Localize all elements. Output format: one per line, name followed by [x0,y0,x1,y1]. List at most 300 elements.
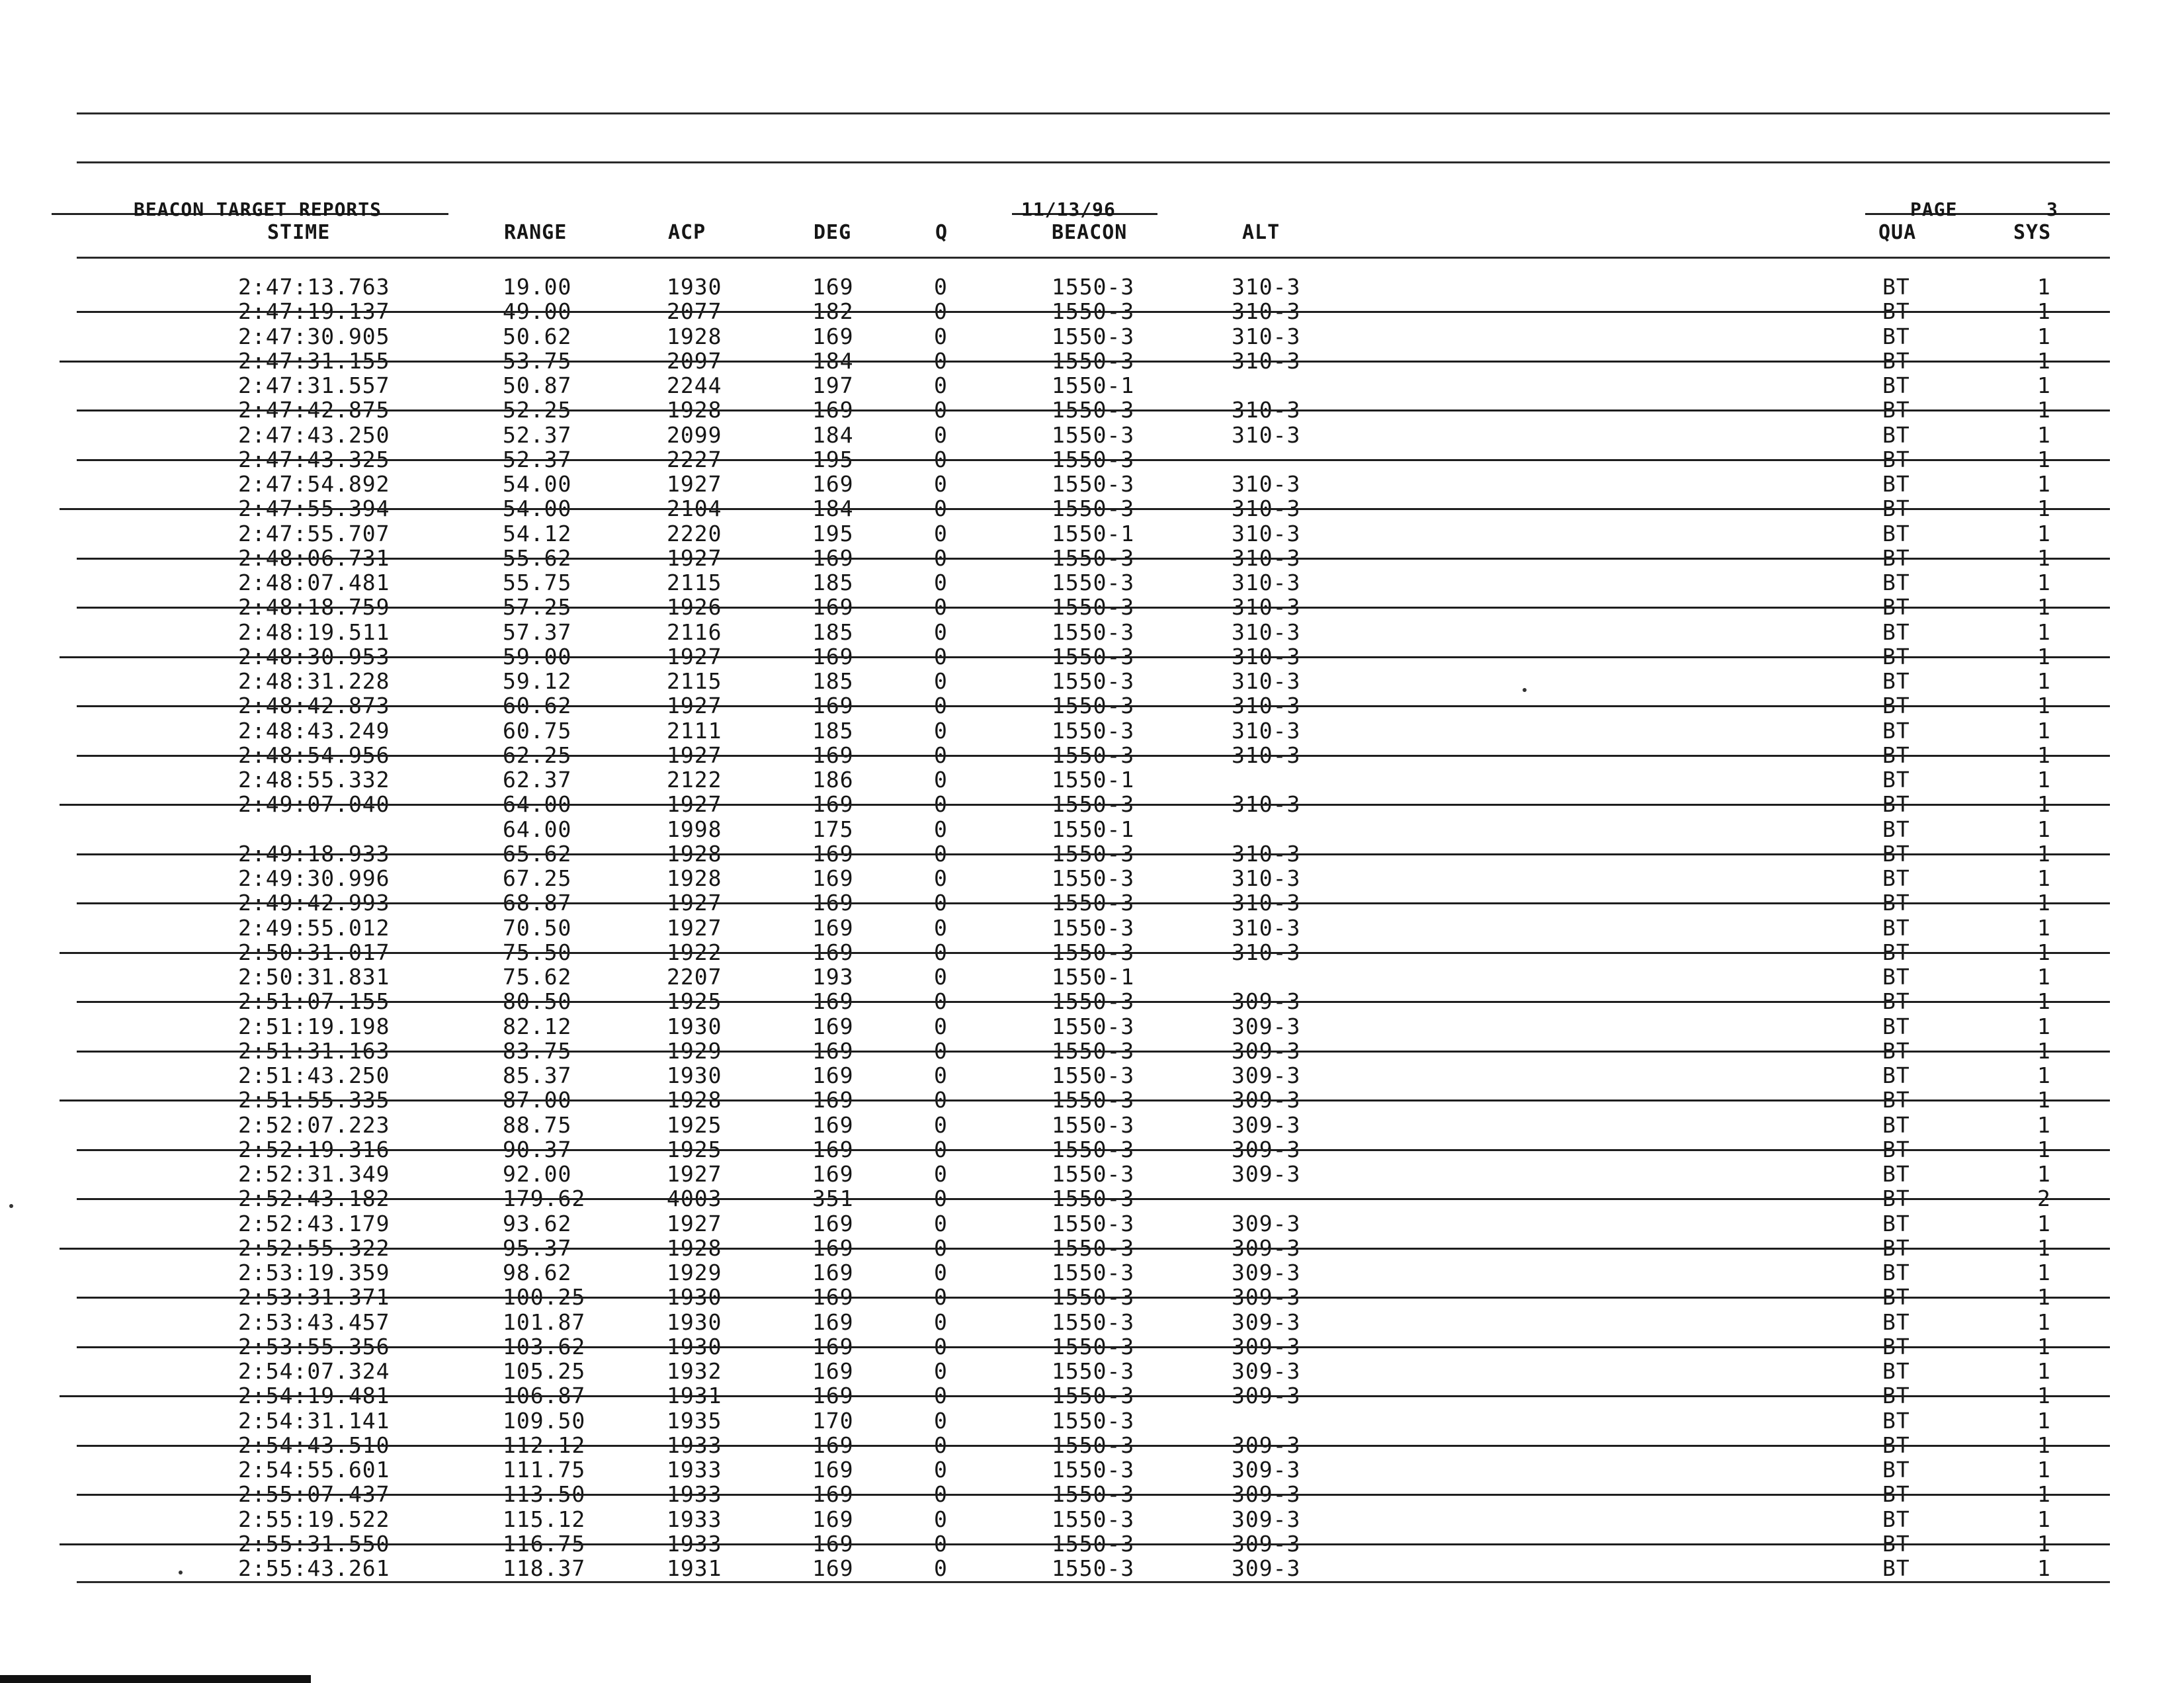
table-row [0,1332,2184,1357]
cell-acp: 1935 [667,1407,722,1434]
title-line-right [1865,213,2110,215]
cell-stime: 2:47:30.905 [238,323,390,349]
cell-beacon: 1550-3 [1052,347,1135,374]
cell-qua: BT [1882,1555,1910,1581]
cell-beacon: 1550-3 [1052,1358,1135,1384]
row-strike-line [60,508,2110,510]
table-row [0,1308,2184,1335]
table-row [0,691,2184,719]
cell-acp: 2244 [667,372,722,398]
cell-stime: 2:49:07.040 [238,791,390,818]
cell-deg: 169 [812,1037,854,1064]
cell-deg: 169 [812,1333,854,1359]
row-strike-line [77,607,2110,609]
cell-q: 0 [934,323,948,349]
cell-alt: 309-3 [1232,1136,1301,1162]
cell-sys: 1 [2037,1210,2051,1236]
cell-deg: 185 [812,668,854,694]
col-header-sys: SYS [2013,221,2052,244]
cell-stime: 2:51:07.155 [238,988,390,1015]
cell-alt: 310-3 [1232,939,1301,965]
cell-alt: 309-3 [1232,1062,1301,1088]
row-strike-line [60,952,2110,954]
cell-acp: 1927 [667,791,722,818]
cell-q: 0 [934,1333,948,1359]
cell-beacon: 1550-3 [1052,865,1135,891]
cell-deg: 169 [812,914,854,941]
cell-beacon: 1550-3 [1052,1210,1135,1236]
cell-qua: BT [1882,619,1910,645]
cell-q: 0 [934,397,948,423]
cell-deg: 170 [812,1407,854,1434]
cell-sys: 1 [2037,1111,2051,1138]
scan-edge-bar [0,1675,311,1683]
cell-qua: BT [1882,1358,1910,1384]
cell-sys: 1 [2037,421,2051,448]
cell-range: 115.12 [503,1506,586,1532]
cell-sys: 1 [2037,347,2051,374]
row-strike-line [77,459,2110,461]
table-row [0,1505,2184,1530]
cell-deg: 169 [812,840,854,867]
cell-stime: 2:48:42.873 [238,693,390,719]
cell-sys: 1 [2037,544,2051,571]
cell-qua: BT [1882,1186,1910,1212]
cell-range: 90.37 [503,1136,572,1162]
cell-stime: 2:49:18.933 [238,840,390,867]
table-row [0,765,2184,793]
col-header-alt: ALT [1242,221,1281,244]
cell-range: 65.62 [503,840,572,867]
table-row [0,963,2184,990]
table-row [0,938,2184,963]
cell-acp: 1933 [667,1481,722,1508]
table-row [0,914,2184,941]
cell-q: 0 [934,717,948,744]
cell-stime: 2:48:18.759 [238,594,390,621]
cell-qua: BT [1882,840,1910,867]
cell-acp: 1928 [667,397,722,423]
cell-range: 70.50 [503,914,572,941]
cell-q: 0 [934,1210,948,1236]
cell-stime: 2:54:43.510 [238,1432,390,1458]
cell-deg: 185 [812,570,854,595]
table-row [0,1012,2184,1037]
cell-alt: 310-3 [1232,570,1301,595]
cell-alt: 310-3 [1232,397,1301,423]
cell-range: 57.25 [503,594,572,621]
cell-sys: 1 [2037,594,2051,621]
cell-acp: 1933 [667,1432,722,1458]
table-row [0,1061,2184,1086]
cell-range: 59.12 [503,668,572,694]
cell-deg: 195 [812,446,854,472]
cell-range: 64.00 [503,816,572,842]
cell-acp: 1930 [667,1013,722,1039]
cell-beacon: 1550-3 [1052,1481,1135,1508]
cell-acp: 1927 [667,890,722,916]
cell-sys: 1 [2037,1407,2051,1434]
cell-alt: 310-3 [1232,274,1301,300]
row-strike-line [60,656,2110,658]
cell-sys: 1 [2037,1234,2051,1261]
cell-sys: 1 [2037,668,2051,694]
cell-sys: 1 [2037,520,2051,546]
cell-alt: 310-3 [1232,668,1301,694]
cell-acp: 2207 [667,964,722,990]
cell-beacon: 1550-3 [1052,693,1135,719]
cell-range: 87.00 [503,1087,572,1113]
cell-deg: 169 [812,1481,854,1508]
cell-alt: 309-3 [1232,1530,1301,1557]
cell-qua: BT [1882,643,1910,669]
cell-qua: BT [1882,1457,1910,1483]
cell-stime: 2:51:31.163 [238,1037,390,1064]
cell-range: 179.62 [503,1186,586,1212]
cell-beacon: 1550-3 [1052,496,1135,522]
table-row [0,1381,2184,1409]
cell-qua: BT [1882,1333,1910,1359]
cell-sys: 1 [2037,496,2051,522]
col-header-stime: STIME [267,221,331,244]
table-row [0,544,2184,571]
cell-range: 19.00 [503,274,572,300]
table-row [0,470,2184,497]
cell-sys: 1 [2037,1013,2051,1039]
cell-beacon: 1550-3 [1052,1555,1135,1581]
cell-alt: 310-3 [1232,643,1301,669]
cell-stime: 2:47:42.875 [238,397,390,423]
cell-stime: 2:47:55.394 [238,496,390,522]
cell-qua: BT [1882,1481,1910,1508]
cell-qua: BT [1882,397,1910,423]
cell-q: 0 [934,1037,948,1064]
cell-q: 0 [934,1260,948,1285]
cell-stime: 2:50:31.831 [238,964,390,990]
cell-alt: 310-3 [1232,471,1301,497]
cell-beacon: 1550-3 [1052,643,1135,669]
cell-stime: 2:47:31.155 [238,347,390,374]
cell-deg: 169 [812,544,854,571]
row-strike-line [77,1051,2110,1053]
cell-deg: 169 [812,643,854,669]
cell-beacon: 1550-3 [1052,298,1135,325]
cell-acp: 1933 [667,1506,722,1532]
cell-deg: 169 [812,1309,854,1335]
row-strike-line [77,755,2110,757]
cell-deg: 169 [812,1555,854,1581]
cell-range: 60.62 [503,693,572,719]
cell-deg: 169 [812,890,854,916]
cell-qua: BT [1882,1506,1910,1532]
cell-q: 0 [934,865,948,891]
table-row [0,1357,2184,1384]
cell-deg: 169 [812,1432,854,1458]
cell-range: 55.75 [503,570,572,595]
cell-beacon: 1550-3 [1052,1062,1135,1088]
cell-range: 106.87 [503,1383,586,1409]
cell-sys: 1 [2037,1506,2051,1532]
cell-alt: 309-3 [1232,1383,1301,1409]
cell-stime: 2:53:19.359 [238,1260,390,1285]
cell-acp: 2077 [667,298,722,325]
cell-q: 0 [934,1136,948,1162]
table-row [0,371,2184,396]
cell-acp: 1928 [667,840,722,867]
cell-deg: 169 [812,1136,854,1162]
cell-alt: 309-3 [1232,1555,1301,1581]
report-date: 11/13/96 [1021,198,1116,220]
cell-stime: 2:55:19.522 [238,1506,390,1532]
cell-alt: 309-3 [1232,1013,1301,1039]
cell-qua: BT [1882,594,1910,621]
cell-deg: 169 [812,988,854,1015]
cell-beacon: 1550-3 [1052,1457,1135,1483]
cell-acp: 1928 [667,323,722,349]
row-strike-line [77,410,2110,411]
cell-acp: 1930 [667,1284,722,1311]
cell-beacon: 1550-3 [1052,570,1135,595]
table-row [0,1455,2184,1483]
top-rule-1 [77,112,2110,114]
cell-range: 82.12 [503,1013,572,1039]
row-strike-line [60,361,2110,363]
cell-sys: 1 [2037,1383,2051,1409]
cell-stime: 2:51:55.335 [238,1087,390,1113]
cell-stime: 2:49:30.996 [238,865,390,891]
cell-range: 52.37 [503,446,572,472]
cell-range: 100.25 [503,1284,586,1311]
table-row [0,1209,2184,1234]
cell-acp: 1925 [667,1111,722,1138]
col-header-qua: QUA [1878,221,1917,244]
cell-alt: 309-3 [1232,1234,1301,1261]
cell-stime: 2:54:19.481 [238,1383,390,1409]
table-row [0,864,2184,891]
cell-q: 0 [934,1530,948,1557]
cell-deg: 169 [812,1087,854,1113]
cell-acp: 1927 [667,914,722,941]
cell-alt: 310-3 [1232,840,1301,867]
cell-deg: 169 [812,1530,854,1557]
cell-deg: 193 [812,964,854,990]
cell-qua: BT [1882,496,1910,522]
cell-stime: 2:54:07.324 [238,1358,390,1384]
cell-acp: 1926 [667,594,722,621]
table-row [0,297,2184,325]
table-row [0,987,2184,1015]
cell-range: 62.25 [503,742,572,768]
cell-alt: 310-3 [1232,347,1301,374]
cell-beacon: 1550-3 [1052,1506,1135,1532]
table-row [0,618,2184,645]
cell-stime: 2:47:54.892 [238,471,390,497]
cell-stime: 2:54:31.141 [238,1407,390,1434]
cell-beacon: 1550-3 [1052,1309,1135,1335]
cell-beacon: 1550-3 [1052,1333,1135,1359]
cell-qua: BT [1882,890,1910,916]
cell-qua: BT [1882,939,1910,965]
table-row [0,273,2184,300]
cell-stime: 2:48:31.228 [238,668,390,694]
cell-q: 0 [934,1383,948,1409]
cell-deg: 169 [812,471,854,497]
cell-qua: BT [1882,1284,1910,1311]
cell-alt: 310-3 [1232,717,1301,744]
table-row [0,888,2184,916]
cell-q: 0 [934,840,948,867]
cell-sys: 1 [2037,840,2051,867]
cell-alt: 309-3 [1232,1111,1301,1138]
cell-sys: 1 [2037,1136,2051,1162]
cell-deg: 184 [812,496,854,522]
cell-stime: 2:48:30.953 [238,643,390,669]
cell-acp: 1928 [667,1087,722,1113]
row-strike-line [60,804,2110,806]
cell-qua: BT [1882,1260,1910,1285]
cell-acp: 1929 [667,1260,722,1285]
page-number: 3 [2046,198,2058,220]
cell-sys: 2 [2037,1186,2051,1212]
cell-acp: 2115 [667,668,722,694]
cell-beacon: 1550-3 [1052,594,1135,621]
cell-alt: 310-3 [1232,520,1301,546]
cell-range: 109.50 [503,1407,586,1434]
row-strike-line [60,1395,2110,1397]
table-row [0,1431,2184,1458]
cell-stime: 2:49:42.993 [238,890,390,916]
table-row [0,1554,2184,1581]
table-row [0,840,2184,867]
cell-acp: 1932 [667,1358,722,1384]
cell-range: 93.62 [503,1210,572,1236]
cell-q: 0 [934,594,948,621]
cell-alt: 309-3 [1232,1457,1301,1483]
cell-q: 0 [934,1087,948,1113]
cell-sys: 1 [2037,397,2051,423]
cell-acp: 2115 [667,570,722,595]
cell-deg: 169 [812,323,854,349]
cell-beacon: 1550-3 [1052,1234,1135,1261]
cell-stime: 2:52:07.223 [238,1111,390,1138]
cell-q: 0 [934,890,948,916]
cell-deg: 169 [812,1457,854,1483]
cell-qua: BT [1882,668,1910,694]
cell-stime: 2:50:31.017 [238,939,390,965]
cell-alt: 310-3 [1232,421,1301,448]
cell-alt: 310-3 [1232,865,1301,891]
cell-beacon: 1550-1 [1052,767,1135,793]
row-strike-line [77,558,2110,560]
cell-alt: 309-3 [1232,1358,1301,1384]
cell-qua: BT [1882,1037,1910,1064]
cell-qua: BT [1882,914,1910,941]
cell-acp: 1927 [667,1210,722,1236]
cell-q: 0 [934,1358,948,1384]
cell-beacon: 1550-3 [1052,1111,1135,1138]
cell-alt: 309-3 [1232,1210,1301,1236]
cell-deg: 169 [812,1383,854,1409]
cell-deg: 169 [812,1210,854,1236]
cell-range: 111.75 [503,1457,586,1483]
cell-beacon: 1550-3 [1052,840,1135,867]
cell-stime: 2:52:43.182 [238,1186,390,1212]
cell-beacon: 1550-3 [1052,274,1135,300]
cell-q: 0 [934,274,948,300]
cell-sys: 1 [2037,298,2051,325]
cell-sys: 1 [2037,323,2051,349]
cell-beacon: 1550-3 [1052,1383,1135,1409]
cell-acp: 1998 [667,816,722,842]
row-strike-line [77,1494,2110,1496]
cell-range: 54.00 [503,496,572,522]
page-label: PAGE [1910,198,1958,220]
cell-stime: 2:48:06.731 [238,544,390,571]
cell-beacon: 1550-3 [1052,397,1135,423]
cell-beacon: 1550-3 [1052,1013,1135,1039]
cell-acp: 2097 [667,347,722,374]
cell-q: 0 [934,1457,948,1483]
cell-sys: 1 [2037,964,2051,990]
cell-beacon: 1550-3 [1052,1186,1135,1212]
cell-stime: 2:55:07.437 [238,1481,390,1508]
cell-acp: 1930 [667,1309,722,1335]
row-strike-line [77,1346,2110,1348]
table-row [0,1111,2184,1138]
cell-sys: 1 [2037,939,2051,965]
cell-qua: BT [1882,323,1910,349]
cell-alt: 309-3 [1232,1432,1301,1458]
cell-deg: 169 [812,1506,854,1532]
cell-range: 52.37 [503,421,572,448]
cell-stime: 2:55:31.550 [238,1530,390,1557]
cell-q: 0 [934,1481,948,1508]
cell-q: 0 [934,816,948,842]
row-strike-line [77,902,2110,904]
scan-speck [9,1204,13,1208]
cell-acp: 1933 [667,1457,722,1483]
row-strike-line [77,1198,2110,1200]
cell-deg: 169 [812,1260,854,1285]
cell-beacon: 1550-3 [1052,890,1135,916]
cell-stime: 2:52:19.316 [238,1136,390,1162]
cell-acp: 1927 [667,643,722,669]
cell-stime: 2:48:54.956 [238,742,390,768]
cell-beacon: 1550-3 [1052,717,1135,744]
cell-q: 0 [934,1111,948,1138]
scan-speck [1523,688,1527,692]
cell-stime: 2:51:43.250 [238,1062,390,1088]
cell-range: 85.37 [503,1062,572,1088]
cell-deg: 169 [812,1013,854,1039]
cell-deg: 169 [812,791,854,818]
cell-qua: BT [1882,791,1910,818]
cell-q: 0 [934,914,948,941]
cell-q: 0 [934,1234,948,1261]
cell-range: 54.00 [503,471,572,497]
cell-sys: 1 [2037,1037,2051,1064]
table-row [0,322,2184,347]
cell-sys: 1 [2037,1457,2051,1483]
cell-sys: 1 [2037,1284,2051,1311]
table-row [0,741,2184,768]
cell-acp: 4003 [667,1186,722,1212]
table-row [0,1234,2184,1261]
cell-range: 75.50 [503,939,572,965]
cell-qua: BT [1882,865,1910,891]
cell-sys: 1 [2037,372,2051,398]
cell-alt: 310-3 [1232,496,1301,522]
